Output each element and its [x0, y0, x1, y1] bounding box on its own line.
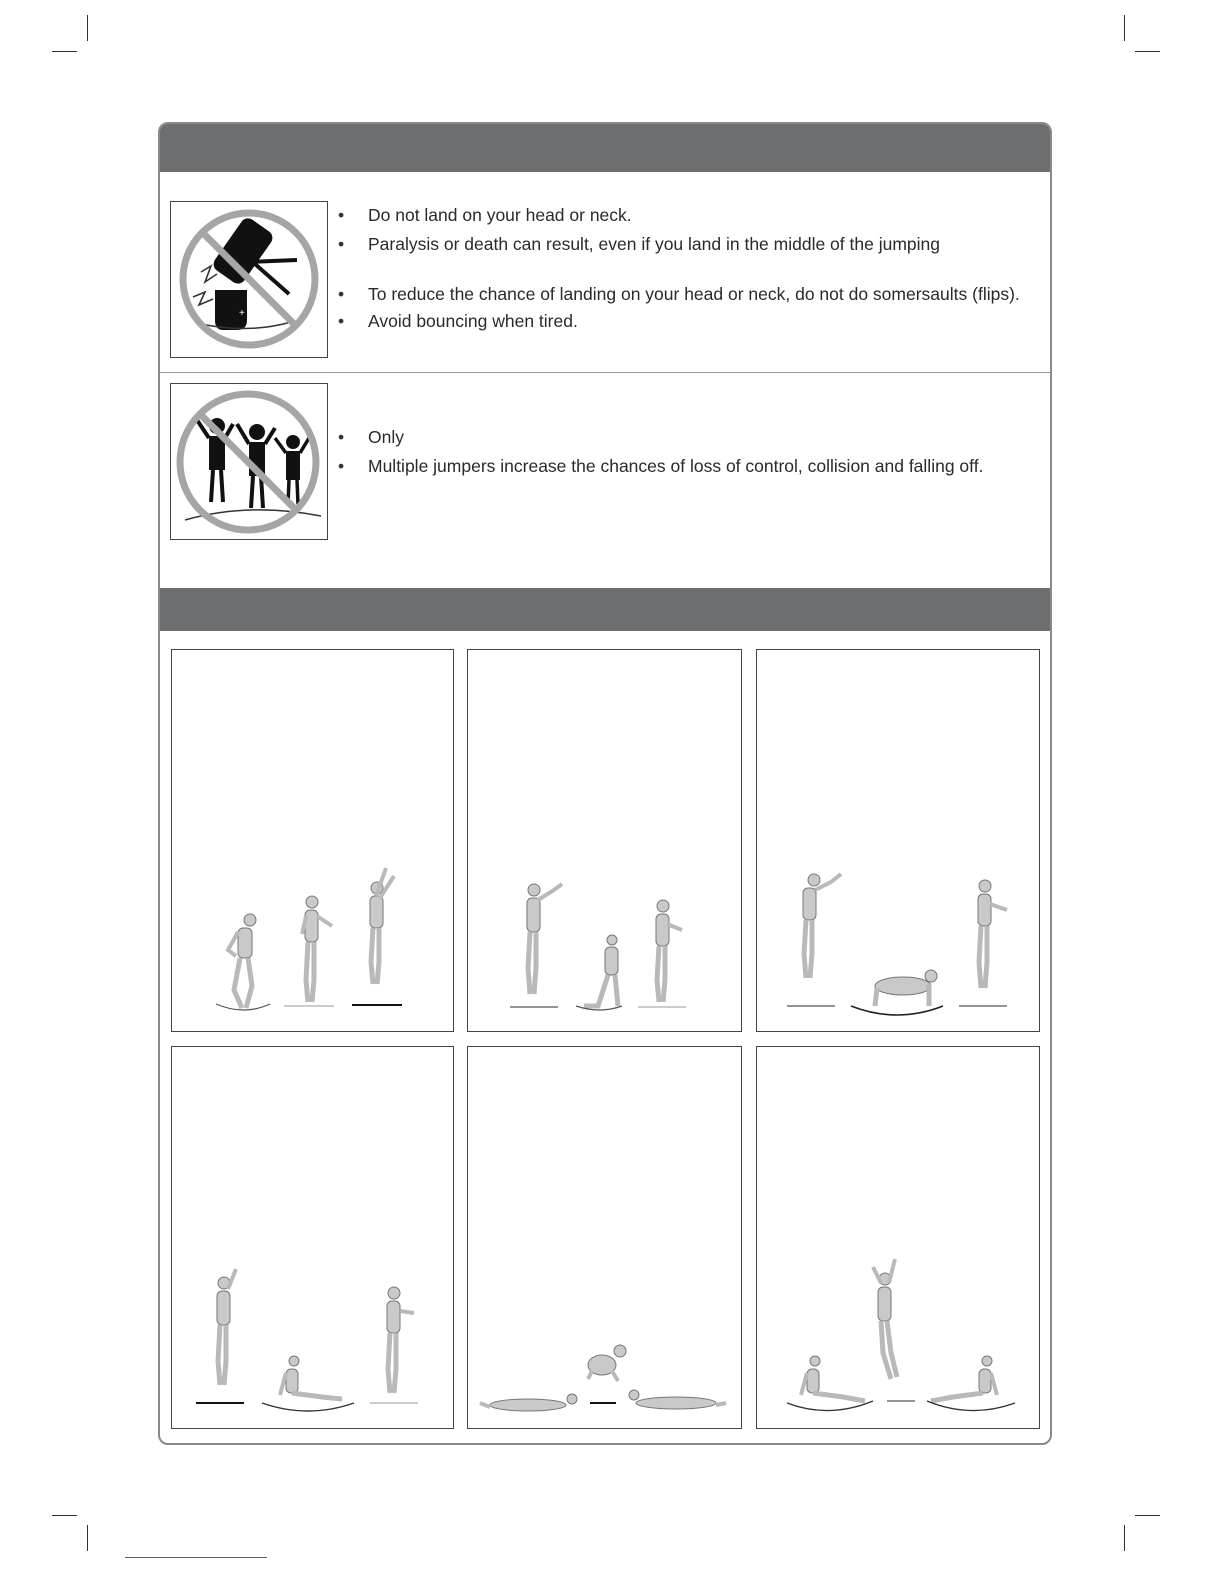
warning-bullet: • Avoid bouncing when tired. — [338, 309, 1028, 333]
figure-panel-front-drop — [467, 1046, 742, 1429]
knee-drop-figures — [468, 650, 741, 1031]
svg-text:+: + — [239, 308, 245, 319]
crop-mark — [87, 15, 88, 41]
crop-mark — [52, 1515, 77, 1516]
crop-mark — [1135, 51, 1160, 52]
warning-bullet: • To reduce the chance of landing on your head or neck, do not do somersaults (flips). — [338, 282, 1028, 306]
no-multiple-jumpers-icon — [170, 383, 328, 540]
crop-mark — [87, 1525, 88, 1551]
crop-mark — [52, 51, 77, 52]
basic-bounce-figures — [172, 650, 453, 1031]
crop-mark — [1124, 15, 1125, 41]
figure-panel-hands-knees-drop — [756, 649, 1040, 1032]
warning-bullet: • Do not land on your head or neck. — [338, 203, 1028, 227]
figure-panel-seat-to-seat-drop — [756, 1046, 1040, 1429]
seat-drop-figures — [172, 1047, 453, 1428]
figure-panel-seat-drop — [171, 1046, 454, 1429]
seat-to-seat-drop-figures — [757, 1047, 1039, 1428]
multiple-jumpers-warning-list — [338, 425, 1048, 478]
section-divider — [160, 372, 1050, 373]
head-neck-warning-list — [338, 203, 1028, 333]
warning-bullet: • Paralysis or death can result, even if you land in the middle of the jumping — [338, 232, 1028, 256]
figure-panel-knee-drop — [467, 649, 742, 1032]
warning-bullet: • Multiple jumpers increase the chances of loss of control, collision and falling off. — [338, 454, 1048, 478]
warning-header-bar — [160, 124, 1050, 172]
crop-mark — [1135, 1515, 1160, 1516]
crop-mark — [1124, 1525, 1125, 1551]
basic-moves-header-bar — [160, 588, 1050, 631]
hands-knees-drop-figures — [757, 650, 1039, 1031]
figure-panel-basic-bounce — [171, 649, 454, 1032]
warning-bullet: • Only — [338, 425, 1048, 449]
footer-link-underline — [125, 1557, 267, 1558]
front-drop-figures — [468, 1047, 741, 1428]
no-landing-on-head-icon — [170, 201, 328, 358]
